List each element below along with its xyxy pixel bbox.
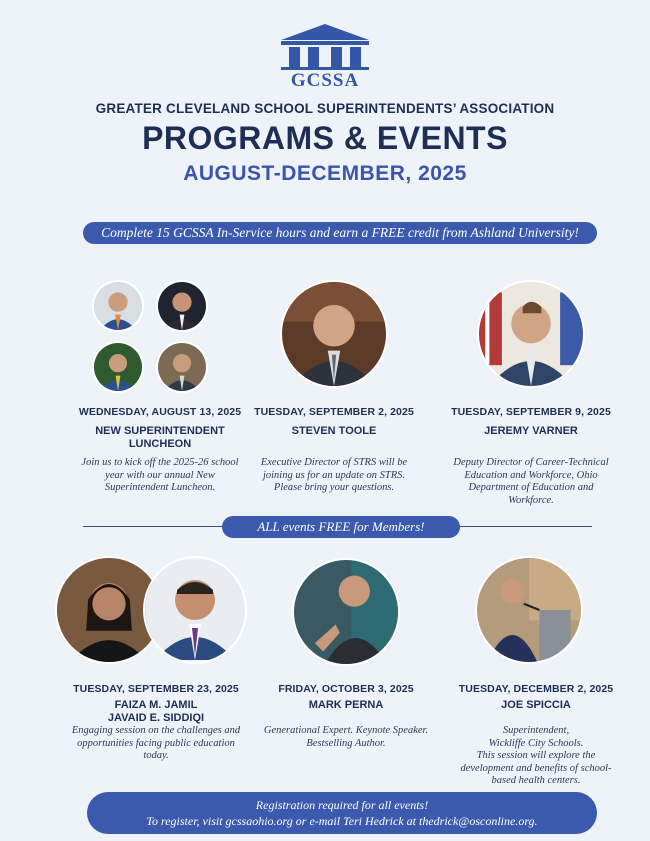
page-title: PROGRAMS & EVENTS — [142, 120, 508, 156]
photo-luncheon-1 — [92, 280, 144, 332]
photo-mark-perna — [292, 558, 400, 666]
event-description: Generational Expert. Keynote Speaker. Bestselling Author. — [263, 725, 429, 749]
divider-right — [460, 526, 592, 527]
event-speaker: JEREMY VARNER — [484, 425, 578, 437]
org-name: GREATER CLEVELAND SCHOOL SUPERINTENDENTS’ ASSOCIATION — [95, 101, 555, 116]
photo-steven-toole — [280, 280, 388, 388]
event-date: FRIDAY, OCTOBER 3, 2025 — [278, 683, 414, 695]
event-description — [451, 725, 621, 788]
photo-jeremy-varner — [477, 280, 585, 388]
event-date: TUESDAY, SEPTEMBER 2, 2025 — [254, 406, 414, 418]
event-title: NEW SUPERINTENDENT LUNCHEON — [95, 425, 225, 450]
event-speaker: JOE SPICCIA — [501, 699, 571, 711]
event-speaker: STEVEN TOOLE — [291, 425, 377, 437]
event-description: Engaging session on the challenges and opportunities facing public education today. — [71, 725, 241, 761]
photo-javaid-siddiqi — [143, 556, 247, 664]
photo-luncheon-4 — [156, 341, 208, 393]
photo-luncheon-2 — [156, 280, 208, 332]
event-date: TUESDAY, SEPTEMBER 23, 2025 — [73, 683, 239, 695]
gcssa-logo — [277, 22, 373, 94]
registration-contact: To register, visit gcssaohio.org or e-mail Teri Hedrick at thedrick@osconline.org. — [146, 814, 538, 828]
event-date: TUESDAY, DECEMBER 2, 2025 — [458, 683, 614, 695]
event-date: TUESDAY, SEPTEMBER 9, 2025 — [451, 406, 611, 418]
divider-left — [83, 526, 222, 527]
speaker-district: Wickliffe City Schools. — [488, 737, 584, 749]
speaker-role: Superintendent, — [502, 725, 570, 736]
registration-footer — [87, 792, 597, 834]
logo-text: GCSSA — [290, 70, 360, 91]
photo-luncheon-3 — [92, 341, 144, 393]
members-banner: ALL events FREE for Members! — [222, 516, 460, 538]
event-description: Deputy Director of Career-Technical Education and Workforce, Ohio Department of Education and Workforce. — [453, 457, 609, 506]
event-description: Executive Director of STRS will be joining us for an update on STRS. Please bring your questions. — [260, 457, 408, 493]
page-subtitle: AUGUST-DECEMBER, 2025 — [183, 162, 467, 185]
registration-note: Registration required for all events! — [255, 798, 429, 812]
event-speaker: MARK PERNA — [308, 699, 384, 711]
event-speaker-2: JAVAID E. SIDDIQI — [107, 712, 205, 724]
photo-joe-spiccia — [475, 556, 583, 664]
pillars-logo-icon — [277, 22, 373, 72]
credit-banner: Complete 15 GCSSA In-Service hours and earn a FREE credit from Ashland University! — [83, 222, 597, 244]
event-date: WEDNESDAY, AUGUST 13, 2025 — [78, 406, 242, 418]
event-speaker: FAIZA M. JAMIL — [114, 699, 198, 711]
session-summary: This session will explore the development and benefits of school-based health centers. — [460, 750, 612, 786]
event-description: Join us to kick off the 2025-26 school year with our annual New Superintendent Luncheon. — [81, 457, 239, 493]
